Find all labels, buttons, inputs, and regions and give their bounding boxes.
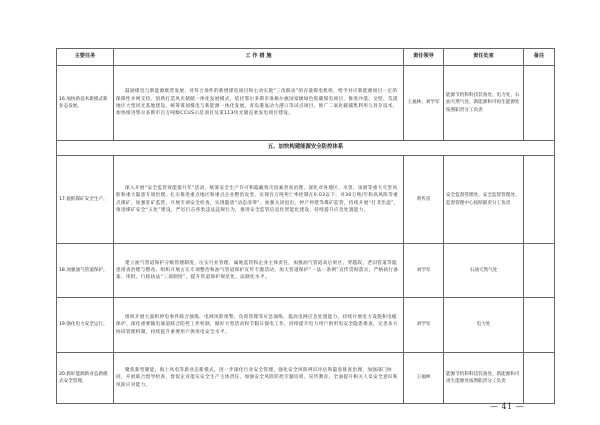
leader-cell: 王福林、刘学军 — [404, 66, 444, 141]
header-leader: 责任领导 — [404, 49, 444, 66]
measure-cell: 建立油气管道保护分级管理制度，压实行业管理、属地监管和企业主体责任，加强油气管道高后果区、穿越段、老旧管道等隐患排查治理与整改。组织开展占压专项整治和油气管道保护宣传专题活动，加大管道保护“一法一条例”宣传贯彻落实，严格执行备案、审批、行政执法“三项制度”，提升管道保护规范化、法制化水平。 — [114, 244, 404, 298]
table-header-row — [57, 49, 555, 66]
remark-cell — [524, 66, 555, 141]
remark-cell — [524, 244, 555, 298]
remark-cell — [524, 298, 555, 353]
task-cell: 16.加快新技术新模式新业态发展。 — [57, 66, 114, 141]
task-cell: 19.强化电力安全运行。 — [57, 298, 114, 353]
table-row — [57, 66, 555, 141]
leader-cell: 刘学军 — [404, 244, 444, 298]
dept-cell: 电力处 — [444, 298, 524, 353]
remark-cell — [524, 156, 555, 244]
section-row — [57, 141, 555, 156]
page-number: — 41 — — [490, 402, 525, 411]
header-task: 主要任务 — [57, 49, 114, 66]
measure-cell: 组织开展大面积停电事件联合演练、电网风险预警、负荷管理等应急演练，提高电网应急处置能力。持续开展电力设施和电缆保护，深化重要输电通道联合防控工作机制，做好大型活动和节假日保电工作，持续提升电力用户供用电安全隐患排查，完善多方协同管理机制，持续提升重要用户供用电安全水平。 — [114, 298, 404, 353]
table-row — [57, 244, 555, 298]
task-cell: 17.狠抓煤矿安全生产。 — [57, 156, 114, 244]
task-cell: 18.加强油气管道保护。 — [57, 244, 114, 298]
measure-cell: 鼓励煤电与新能源联营发展，对符合条件的新增煤电项目和主动实施“三改联动”的存量煤电机组，给予对应新能源项目一定的保障性并网支持。创新打造风光储储一体化发展模式，依托鄂尔多斯市准格尔旗国家级绿色低碳煤电项目，推进沙漠、戈壁、荒漠地区大型风光基地建设，统筹谋划煤电与新能源一体化发展，青岛港氢动力港口等试点项目，推广二氧化碳捕集利用与封存技术，加快推进鄂尔多斯市百万吨级CCUS示范项目及第113块光储直柔发电项目建设。 — [114, 66, 404, 141]
table-row — [57, 156, 555, 244]
task-table — [56, 48, 555, 404]
header-remark: 备注 — [524, 49, 555, 66]
dept-cell: 石油天然气处 — [444, 244, 524, 298]
dept-cell: 能源节约和科技装备处、电力处、石油天然气处、新能源和可再生能源处按照职责分工负责 — [444, 66, 524, 141]
dept-cell: 安全监督管理处、安全监督管理处、监督管理中心按照职责分工负责 — [444, 156, 524, 244]
header-dept: 责任处室 — [444, 49, 524, 66]
table-row — [57, 298, 555, 353]
remark-cell — [524, 353, 555, 404]
table-row — [57, 353, 555, 404]
leader-cell: 黄传省 — [404, 156, 444, 244]
dept-cell: 能源节约和科技装备处、新能源和可再生能源处按照职责分工负责 — [444, 353, 524, 404]
section-title: 五、加快构建能源安全防控体系 — [57, 141, 555, 156]
task-cell: 20.抓好能源新业态新模式安全管理。 — [57, 353, 114, 404]
measure-cell: 聚焦新型储能、海上风电等新业态新模式，进一步深化行业安全管理，强化安全风险辨识评估和隐患排查治理，加强部门协同，开展联合督导检查，督促企业落实安全生产主体责任，加强安全风险防控专题培训、宣传教育，全面提升相关人员安全意识和风险应对能力。 — [114, 353, 404, 404]
header-measure: 工 作 措 施 — [114, 49, 404, 66]
document-page — [56, 48, 554, 404]
leader-cell: 刘学军 — [404, 298, 444, 353]
leader-cell: 王福林 — [404, 353, 444, 404]
measure-cell: 深入开展“安全监管效能提升年”活动，统筹安全生产许可和隐蔽致灾因素普查治理，深化对各地区、水害、顶板等重大灾害风险和重大隐患专项治理。扎实推进重点地区和重点企业整治攻坚，实现百万吨死亡率控制在0.03以下，对30万吨/年和高风险等重点煤矿，加强驻矿监管，开展专项安全检查，实现隐患“动态清零”。加强关闭退出、停产停建等煤矿监管，持续开展“打非治违”，推进煤矿安全“五化”建设，严厉打击各类违法违规行为，推进安全监管信息化智能化建设，持续提升应急处置能力。 — [114, 156, 404, 244]
